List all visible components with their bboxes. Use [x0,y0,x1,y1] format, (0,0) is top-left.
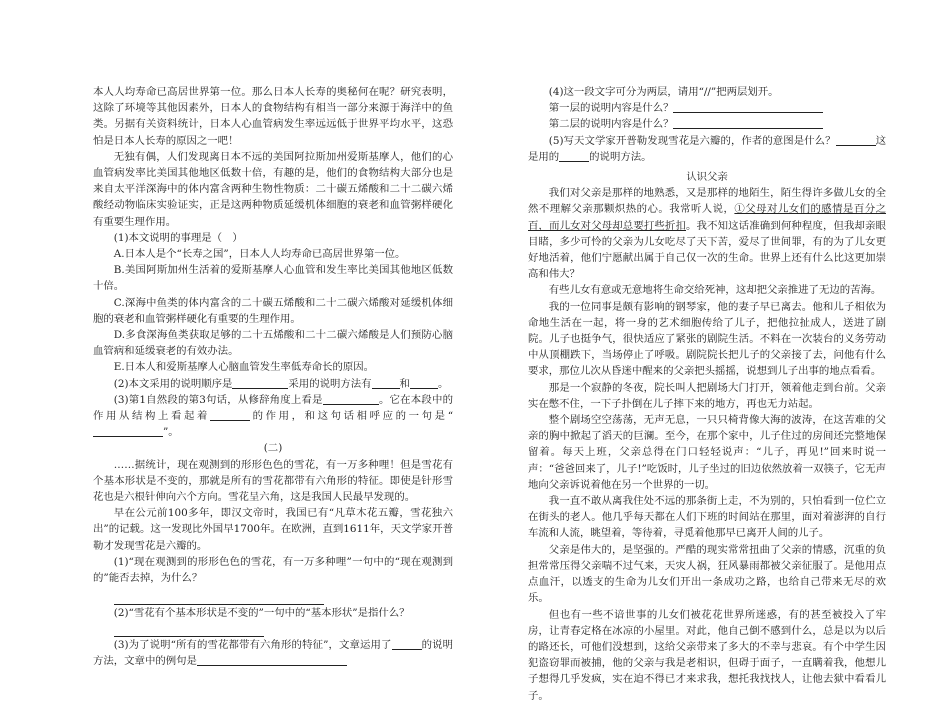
article-paragraph-6: 我一直不敢从离我住处不远的那条街上走，不为别的，只怕看到一位伫立在街头的老人。他几乎每天都在人们下班的时间站在那里，面对着澎湃的自行车流和人流，眺望着，等待着，寻觅着他那早已离开人间的儿子。 [528,495,886,540]
answer-blank[interactable] [323,392,379,405]
paragraph-2: 无独有偶，人们发现离日本不远的美国阿拉斯加州爱斯基摩人，他们的心血管病发率比美国其他地区低数十倍，有趣的是，他们的食物结构大部分也是来自太平洋深海中的体内富含两种生物性物质：二十碳五烯酸和二十二碳六烯酸经动物临床实验证实，正是这两种物质延缓机体细胞的衰老和血管粥样硬化有重要生理作用。 [93,150,453,228]
answer-blank[interactable] [559,149,589,162]
paragraph-1: 本人人均寿命已高居世界第一位。那么日本人长寿的奥秘何在呢？研究表明，这除了环境等其他因素外，日本人的食物结构有相当一部分来源于海洋中的鱼类。另据有关资料统计，日本人心血管病发生率远远低于世界平均水平，这恐怕是日本人长寿的原因之一吧！ [93,86,453,147]
article-paragraph-3: 我的一位同事是颇有影响的钢琴家，他的妻子早已离去。他和儿子相依为命地生活在一起，将一身的艺术细胞传给了儿子，把他拉扯成人，送进了剧院。儿子也挺争气，很快适应了紧张的剧院生活。不料在一次装台的义务劳动中从顶棚跌下，当场停止了呼吸。剧院院长把儿子的父亲接了去，问他有什么要求，那位儿次从昏迷中醒来的父亲把头摇摇，说想到儿子出事的地点看看。 [528,300,886,378]
article-title: 认识父亲 [686,171,728,184]
paragraph-3: ……据统计，现在观测到的形形色色的雪花，有一万多种哩！但是雪花有个基本形状是不变的，那就是所有的雪花都带有六角形的特征。即使是针形雪花也是六根针伸向六个方向。雪花呈六角，这是我国人民最早发现的。 [93,458,453,504]
article-paragraph-5: 整个剧场空空荡荡，无声无息，一只只椅背像大海的波涛，在这苦难的父亲的胸中掀起了滔天的巨澜。至今，在那个家中，儿子住过的房间还完整地保留着。每天上班，父亲总得在门口轻轻说声：“儿子，再见!”回来时说一声：“爸爸回来了，儿子!”吃饭时，儿子坐过的旧边依然放着一双筷子，它无声地向父亲诉说着他在另一个世界的一切。 [528,414,886,491]
article-paragraph-2: 有些儿女有意或无意地将生命交给死神，这却把父亲推进了无边的苦海。 [548,284,882,297]
question-8: (5)写天文学家开普勒发现雪花是六瓣的，作者的意图是什么？ 这是用的 的说明方法。 [528,134,887,163]
answer-blank[interactable] [232,376,288,389]
question-4: (1)“现在观测到的形形色色的雪花，有一万多种哩”一句中的“现在观测到的”能否去掉，为什么？ [93,555,453,585]
question-5: (2)“雪花有个基本形状是不变的”一句中的“基本形状”是指什么？ [113,607,410,620]
article-paragraph-7: 父亲是伟大的，是坚强的。严酷的现实常常扭曲了父亲的情感，沉重的负担常常压得父亲喘不过气来，天灾人祸，狂风暴雨都被父亲征服了。是他用点点血汗，以透支的生命为儿女们开出一条成功之路，也给自己带来无尽的欢乐。 [528,543,886,605]
option-b: B.美国阿斯加州生活着的爱斯基摩人心血管和发生率比美国其他地区低数十倍。 [93,264,453,293]
question-7a: 第一层的说明内容是什么？ [528,100,886,116]
answer-blank[interactable] [392,637,422,650]
section-heading: (二) [263,442,283,455]
article-paragraph-8: 但也有一些不谙世事的儿女们被花花世界所迷惑，有的甚至被投入了牢房，让青春定格在冰凉的小屋里。对此，他自己倒不感到什么，总是以为以后的路还长，可他们没想到，这给父亲带来了多大的不幸与悲哀。有个中学生因犯盗窃罪而被捕，他的父亲与我是老相识，但碍于面子，一直瞒着我，他想儿子想得几乎发疯，实在迫不得已才来求我，想托我找找人，让他去狱中看看儿子。 [528,608,886,702]
paragraph-4: 早在公元前100多年，即汉文帝时，我国已有“凡草木花五瓣，雪花独六出”的记载。这一发现比外国早1700年。在欧洲，直到1611年，天文学家开普勒才发现雪花是六瓣的。 [93,507,453,552]
answer-blank[interactable] [93,424,163,437]
question-7b: 第二层的说明内容是什么？ [528,116,886,132]
question-2: (2)本文采用的说明顺序是 采用的说明方法有 和 。 [113,377,449,390]
answer-line[interactable] [114,590,324,605]
question-3: (3)第1自然段的第3句话，从修辞角度上看是 。它在本段中的作用从结构上看起着 的作用，和这句话相呼应的一句是“”。 [93,393,454,439]
answer-blank[interactable] [210,408,250,421]
left-column [93,84,453,669]
answer-blank[interactable] [372,376,400,389]
question-6: (3)为了说明“所有的雪花都带有六角形的特征”，文章运用了 的说明方法，文章中的例句是 [93,638,454,667]
answer-blank[interactable] [836,133,876,146]
article-paragraph-1: 我们对父亲是那样的地熟悉，又是那样的地陌生，陌生得许多做儿女的全然不理解父亲那颗炽热的心。我常听人说，①父母对儿女们的感情是百分之百，而儿女对父母却总要打些折扣。我不知这话准确到何种程度，但我却亲眼目睹，多少可怜的父亲为儿女吃尽了天下苦，爱尽了世间罪，有的为了儿女更好地活着，他们宁愿献出属于自己仅一次的生命。世界上还有什么比这更加崇高和伟大？ [528,187,887,281]
answer-blank[interactable] [673,116,823,129]
answer-blank[interactable] [673,100,823,113]
option-c: C.深海中鱼类的体内富含的二十碳五烯酸和二十二碳六烯酸对延缓机体细胞的衰老和血管粥样硬化有重要的生理作用。 [93,296,453,325]
answer-blank[interactable] [197,653,347,666]
article-paragraph-4: 那是一个寂静的冬夜，院长叫人把剧场大门打开，领着他走到台前。父亲实在憋不住，一下子扑倒在儿子摔下来的地方，再也无力站起。 [528,381,886,410]
answer-blank[interactable] [410,376,438,389]
option-d: D.多食深海鱼类获取足够的二十五烯酸和二十二碳六烯酸是人们预防心脑血管病和延缓衰老的有效办法。 [93,329,453,358]
answer-line[interactable] [114,622,264,637]
right-column [528,84,886,704]
underlined-sentence: ①父母对儿女们的感情是百分之百，而儿女对父母却总要打些折扣 [528,203,887,232]
option-e: E.日本人和爱斯基摩人心脑血管发生率低寿命长的原因。 [113,361,375,374]
question-7: (4)这一段文字可分为两层，请用“//”把两层划开。 [548,86,779,98]
question-1: (1)本文说明的事理是（ ） [113,231,243,244]
option-a: A.日本人是个“长寿之国”，日本人人均寿命已高居世界第一位。 [113,248,406,261]
